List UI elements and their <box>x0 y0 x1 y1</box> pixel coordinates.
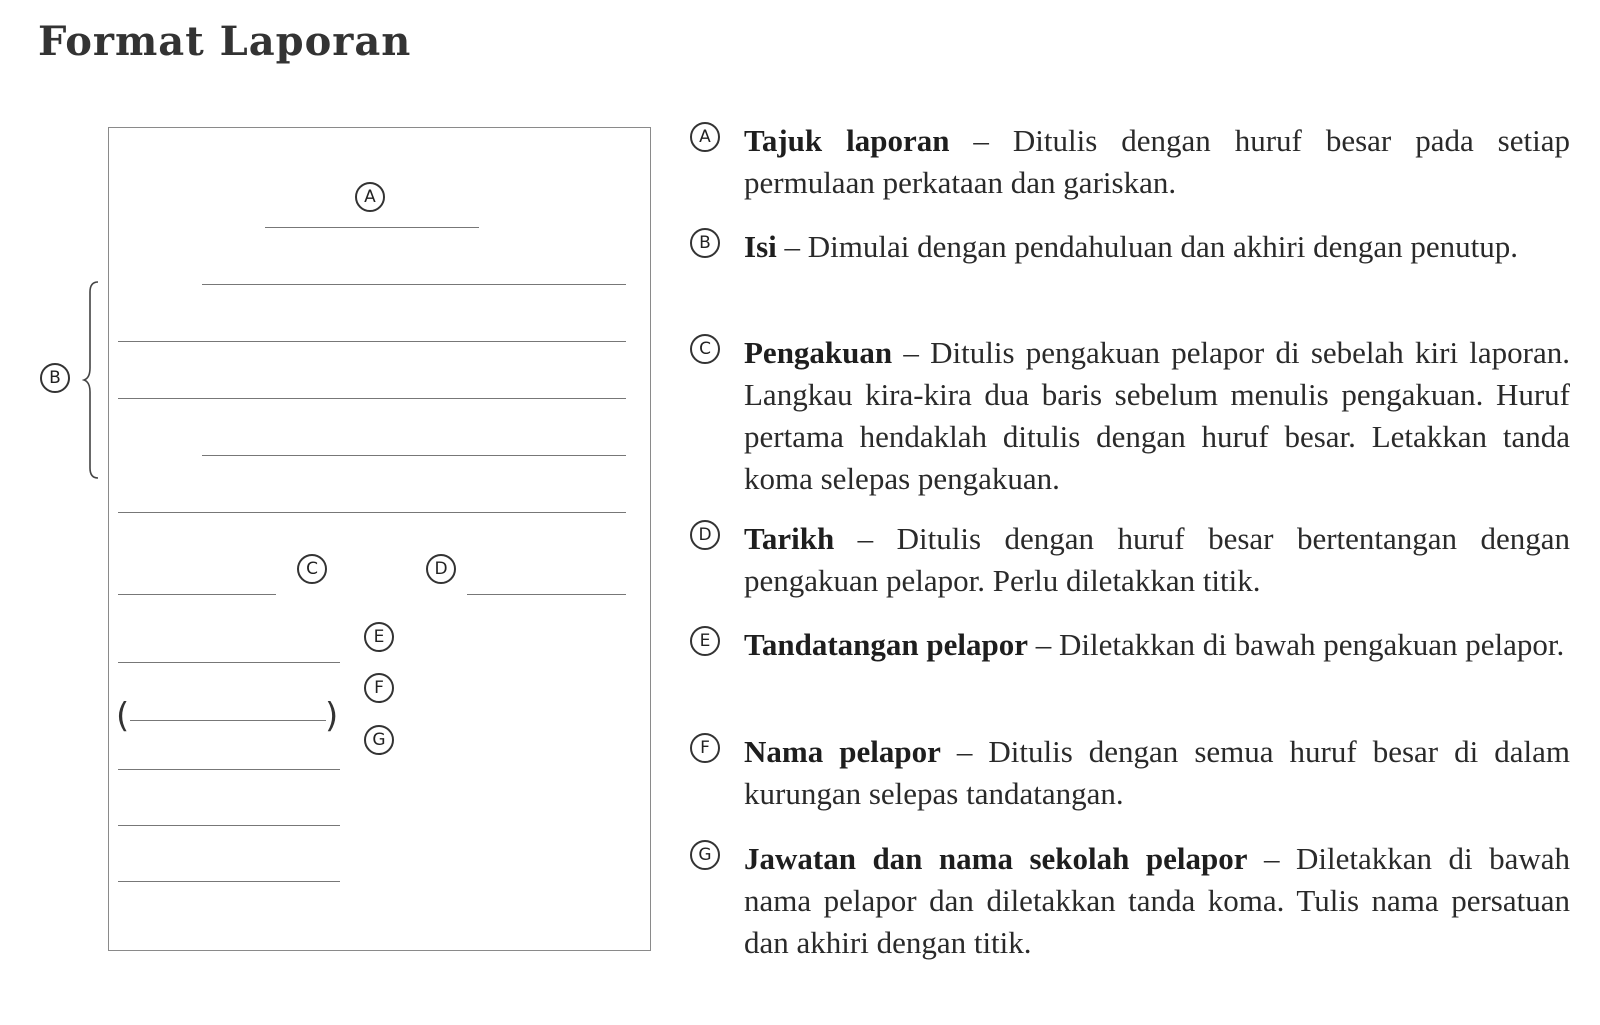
close-paren: ) <box>325 696 339 736</box>
description-term: Jawatan dan nama sekolah pelapor <box>744 841 1248 876</box>
body-line <box>118 341 626 342</box>
description-term: Pengakuan <box>744 335 893 370</box>
description-term: Isi <box>744 229 777 264</box>
description-term: Tarikh <box>744 521 835 556</box>
description-marker: G <box>690 840 720 870</box>
description-marker: F <box>690 733 720 763</box>
description-marker: D <box>690 520 720 550</box>
marker-d: D <box>426 554 456 584</box>
description-body: Ditulis pengakuan pelapor di sebelah kiri laporan. Langkau kira-kira dua baris sebelum menulis pengakuan. Huruf pertama hendaklah ditulis dengan huruf besar. Letakkan tanda koma selepas pengakuan. <box>744 335 1570 496</box>
description-marker: E <box>690 626 720 656</box>
description-body: Diletakkan di bawah pengakuan pelapor. <box>1058 627 1565 662</box>
date-line <box>467 594 626 595</box>
marker-b: B <box>40 363 70 393</box>
marker-a: A <box>355 182 385 212</box>
description-marker: B <box>690 228 720 258</box>
description-separator: – <box>892 335 931 370</box>
description-text <box>744 624 1570 666</box>
description-text <box>744 518 1570 602</box>
description-body: Ditulis dengan huruf besar pada setiap permulaan perkataan dan gariskan. <box>744 123 1570 200</box>
description-term: Nama pelapor <box>744 734 941 769</box>
description-text <box>744 226 1570 268</box>
report-frame <box>108 127 651 951</box>
description-text <box>744 120 1570 204</box>
description-term: Tajuk laporan <box>744 123 950 158</box>
marker-f: F <box>364 673 394 703</box>
description-separator: – <box>1027 627 1059 662</box>
description-text <box>744 731 1570 815</box>
body-line <box>118 398 626 399</box>
body-line <box>202 284 626 285</box>
description-separator: – <box>940 734 989 769</box>
name-line <box>130 720 326 721</box>
body-line <box>118 512 626 513</box>
heading-line <box>265 227 479 228</box>
marker-e: E <box>364 622 394 652</box>
description-text <box>744 332 1570 500</box>
description-term: Tandatangan pelapor <box>744 627 1028 662</box>
marker-c: C <box>297 554 327 584</box>
description-marker: A <box>690 122 720 152</box>
description-separator: – <box>1247 841 1296 876</box>
position-line <box>118 825 340 826</box>
page-title: Format Laporan <box>38 18 412 65</box>
open-paren: ( <box>116 696 130 736</box>
description-body: Ditulis dengan huruf besar bertentangan dengan pengakuan pelapor. Perlu diletakkan titik. <box>744 521 1571 598</box>
description-body: Dimulai dengan pendahuluan dan akhiri dengan penutup. <box>807 229 1518 264</box>
brace-icon <box>82 280 104 480</box>
description-text <box>744 838 1570 964</box>
position-line <box>118 769 340 770</box>
description-separator: – <box>776 229 808 264</box>
marker-g: G <box>364 725 394 755</box>
body-line <box>202 455 626 456</box>
signature-line <box>118 662 340 663</box>
description-body: Ditulis dengan semua huruf besar di dalam kurungan selepas tandatangan. <box>744 734 1570 811</box>
acknowledgement-line <box>118 594 276 595</box>
description-body: Diletakkan di bawah nama pelapor dan diletakkan tanda koma. Tulis nama persatuan dan akhiri dengan titik. <box>744 841 1570 960</box>
description-separator: – <box>834 521 897 556</box>
description-marker: C <box>690 334 720 364</box>
description-separator: – <box>949 123 1013 158</box>
position-line <box>118 881 340 882</box>
